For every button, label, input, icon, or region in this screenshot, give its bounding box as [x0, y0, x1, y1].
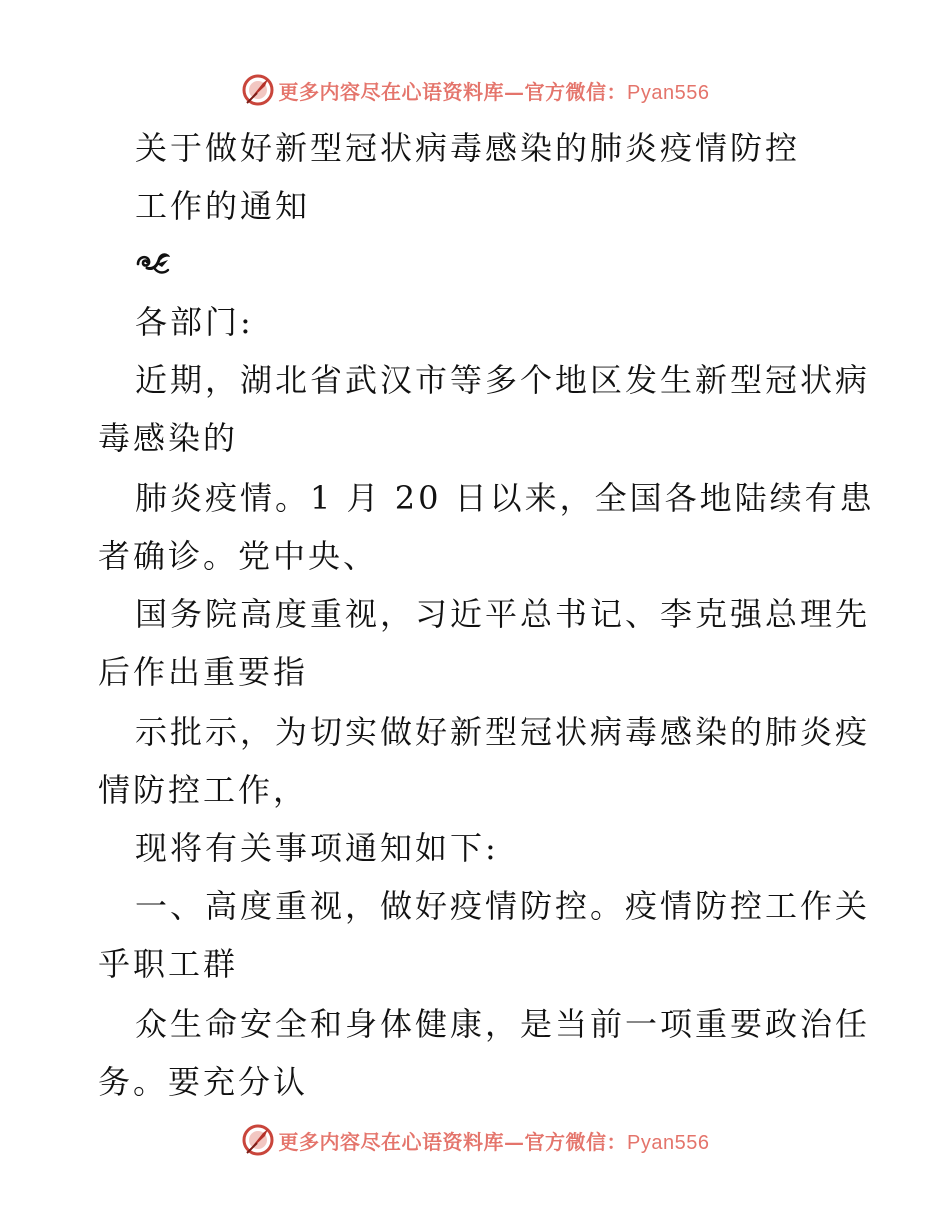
- body-line: 众生命安全和身体健康，是当前一项重要政治任: [135, 1005, 871, 1043]
- quill-pen-logo-icon: [241, 1123, 275, 1157]
- watermark-text: 更多内容尽在心语资料库—官方微信：Pyan556: [278, 79, 710, 104]
- watermark-banner-bottom: [0, 1120, 950, 1160]
- body-line: 现将有关事项通知如下:: [135, 829, 499, 867]
- body-line: 后作出重要指: [98, 653, 309, 691]
- quill-pen-logo-icon: [241, 73, 275, 107]
- body-line: 乎职工群: [98, 945, 239, 983]
- body-line: 者确诊。党中央、: [98, 537, 379, 575]
- body-line: 情防控工作，: [98, 771, 309, 809]
- salutation: 各部门:: [135, 303, 254, 341]
- watermark-banner-top: [0, 70, 950, 110]
- fleuron-ornament-icon: [135, 248, 173, 278]
- body-line: 国务院高度重视，习近平总书记、李克强总理先: [135, 595, 871, 633]
- body-line: 一、高度重视，做好疫情防控。疫情防控工作关: [135, 887, 871, 925]
- document-title-line-1: 关于做好新型冠状病毒感染的肺炎疫情防控: [135, 129, 801, 167]
- body-line: 肺炎疫情。1 月 20 日以来，全国各地陆续有患: [135, 479, 875, 517]
- document-title-line-2: 工作的通知: [135, 187, 311, 225]
- body-line: 示批示，为切实做好新型冠状病毒感染的肺炎疫: [135, 713, 871, 751]
- watermark-text: 更多内容尽在心语资料库—官方微信：Pyan556: [278, 1129, 710, 1154]
- body-line: 近期，湖北省武汉市等多个地区发生新型冠状病: [135, 361, 871, 399]
- body-line: 务。要充分认: [98, 1063, 309, 1101]
- body-line: 毒感染的: [98, 419, 239, 457]
